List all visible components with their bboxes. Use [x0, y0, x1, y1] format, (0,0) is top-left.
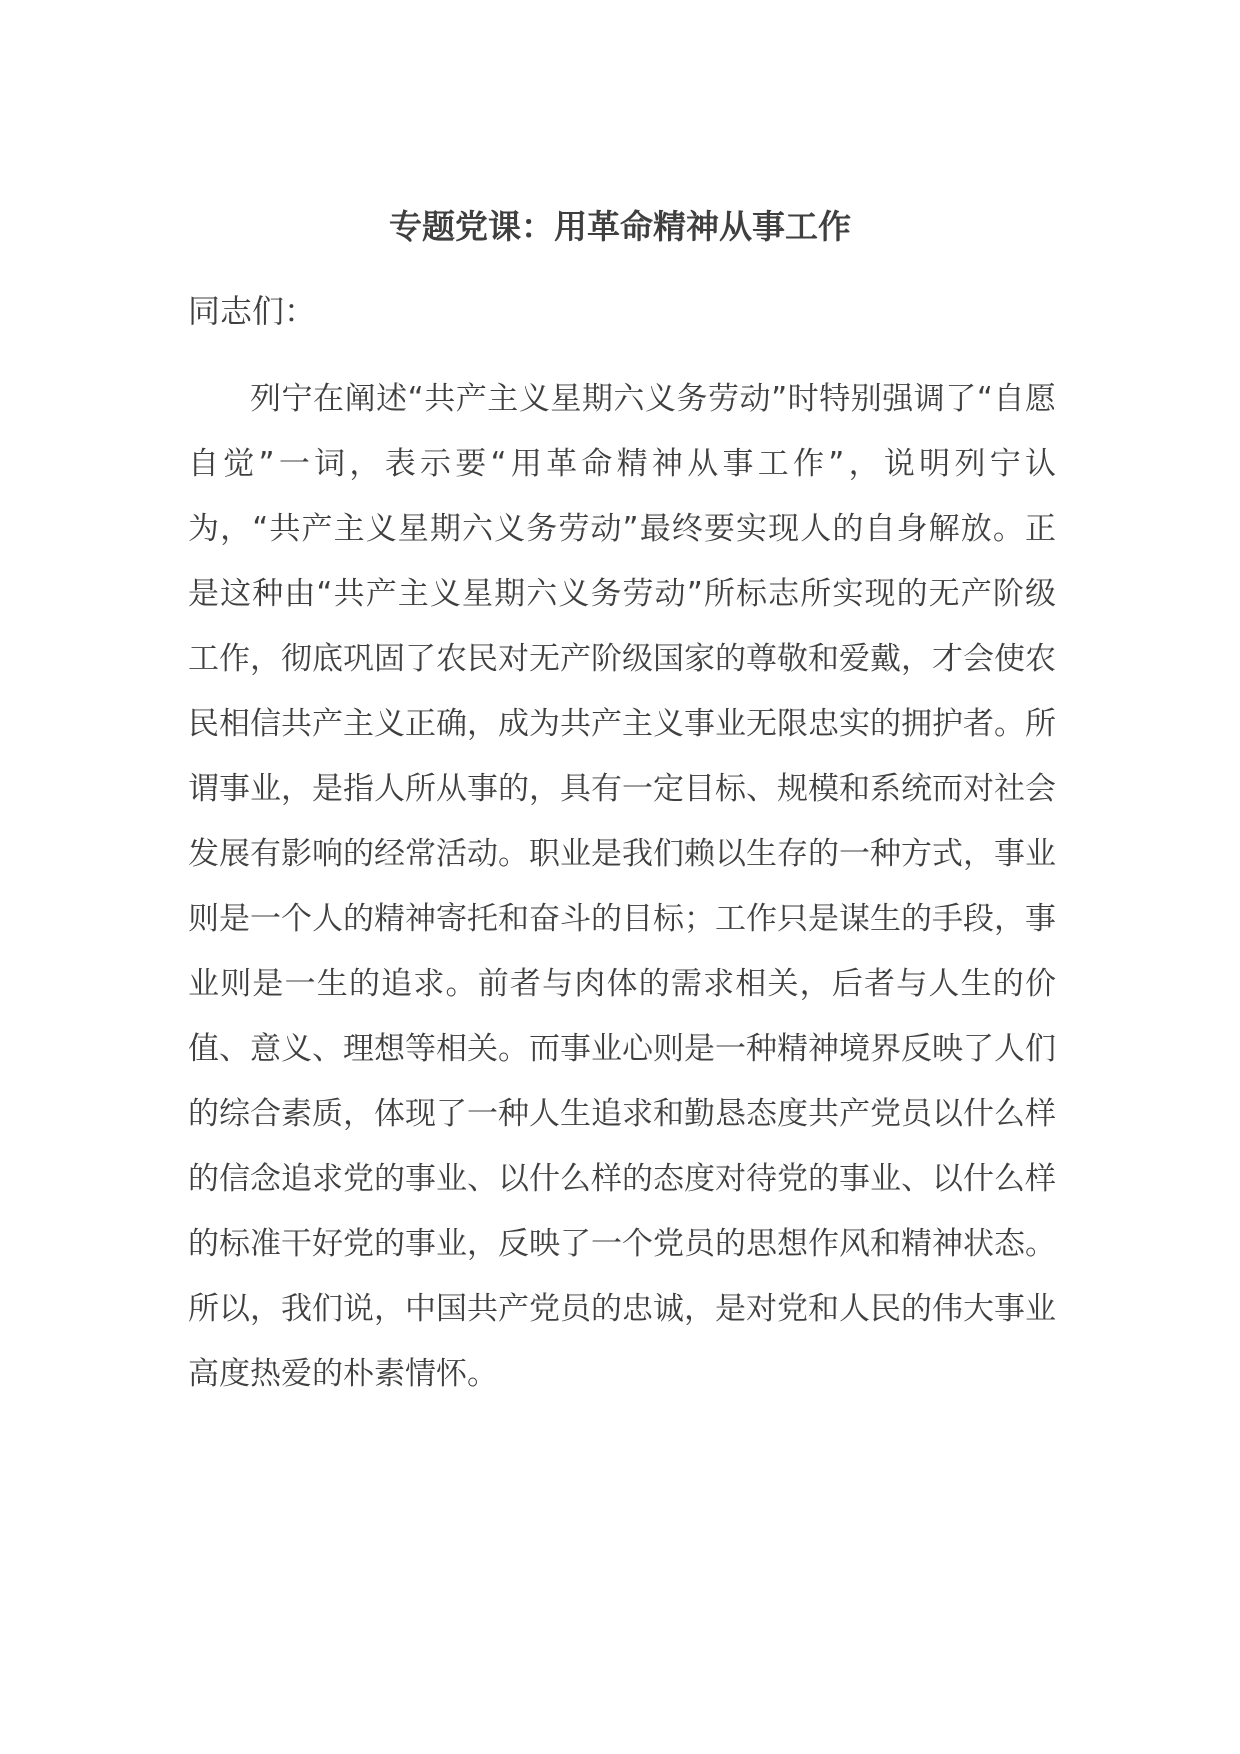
body-paragraph: 列宁在阐述“共产主义星期六义务劳动”时特别强调了“自愿自觉”一词，表示要“用革命精神从事工作”，说明列宁认为，“共产主义星期六义务劳动”最终要实现人的自身解放。正是这种由“共产主义星期六义务劳动”所标志所实现的无产阶级工作，彻底巩固了农民对无产阶级国家的尊敬和爱戴，才会使农民相信共产主义正确，成为共产主义事业无限忠实的拥护者。所谓事业，是指人所从事的，具有一定目标、规模和系统而对社会发展有影响的经常活动。职业是我们赖以生存的一种方式，事业则是一个人的精神寄托和奋斗的目标；工作只是谋生的手段，事业则是一生的追求。前者与肉体的需求相关，后者与人生的价值、意义、理想等相关。而事业心则是一种精神境界反映了人们的综合素质，体现了一种人生追求和勤恳态度共产党员以什么样的信念追求党的事业、以什么样的态度对待党的事业、以什么样的标准干好党的事业，反映了一个党员的思想作风和精神状态。所以，我们说，中国共产党员的忠诚，是对党和人民的伟大事业高度热爱的朴素情怀。 — [188, 381, 1056, 1392]
document-title: 专题党课：用革命精神从事工作 — [389, 207, 851, 246]
salutation: 同志们： — [188, 292, 317, 330]
